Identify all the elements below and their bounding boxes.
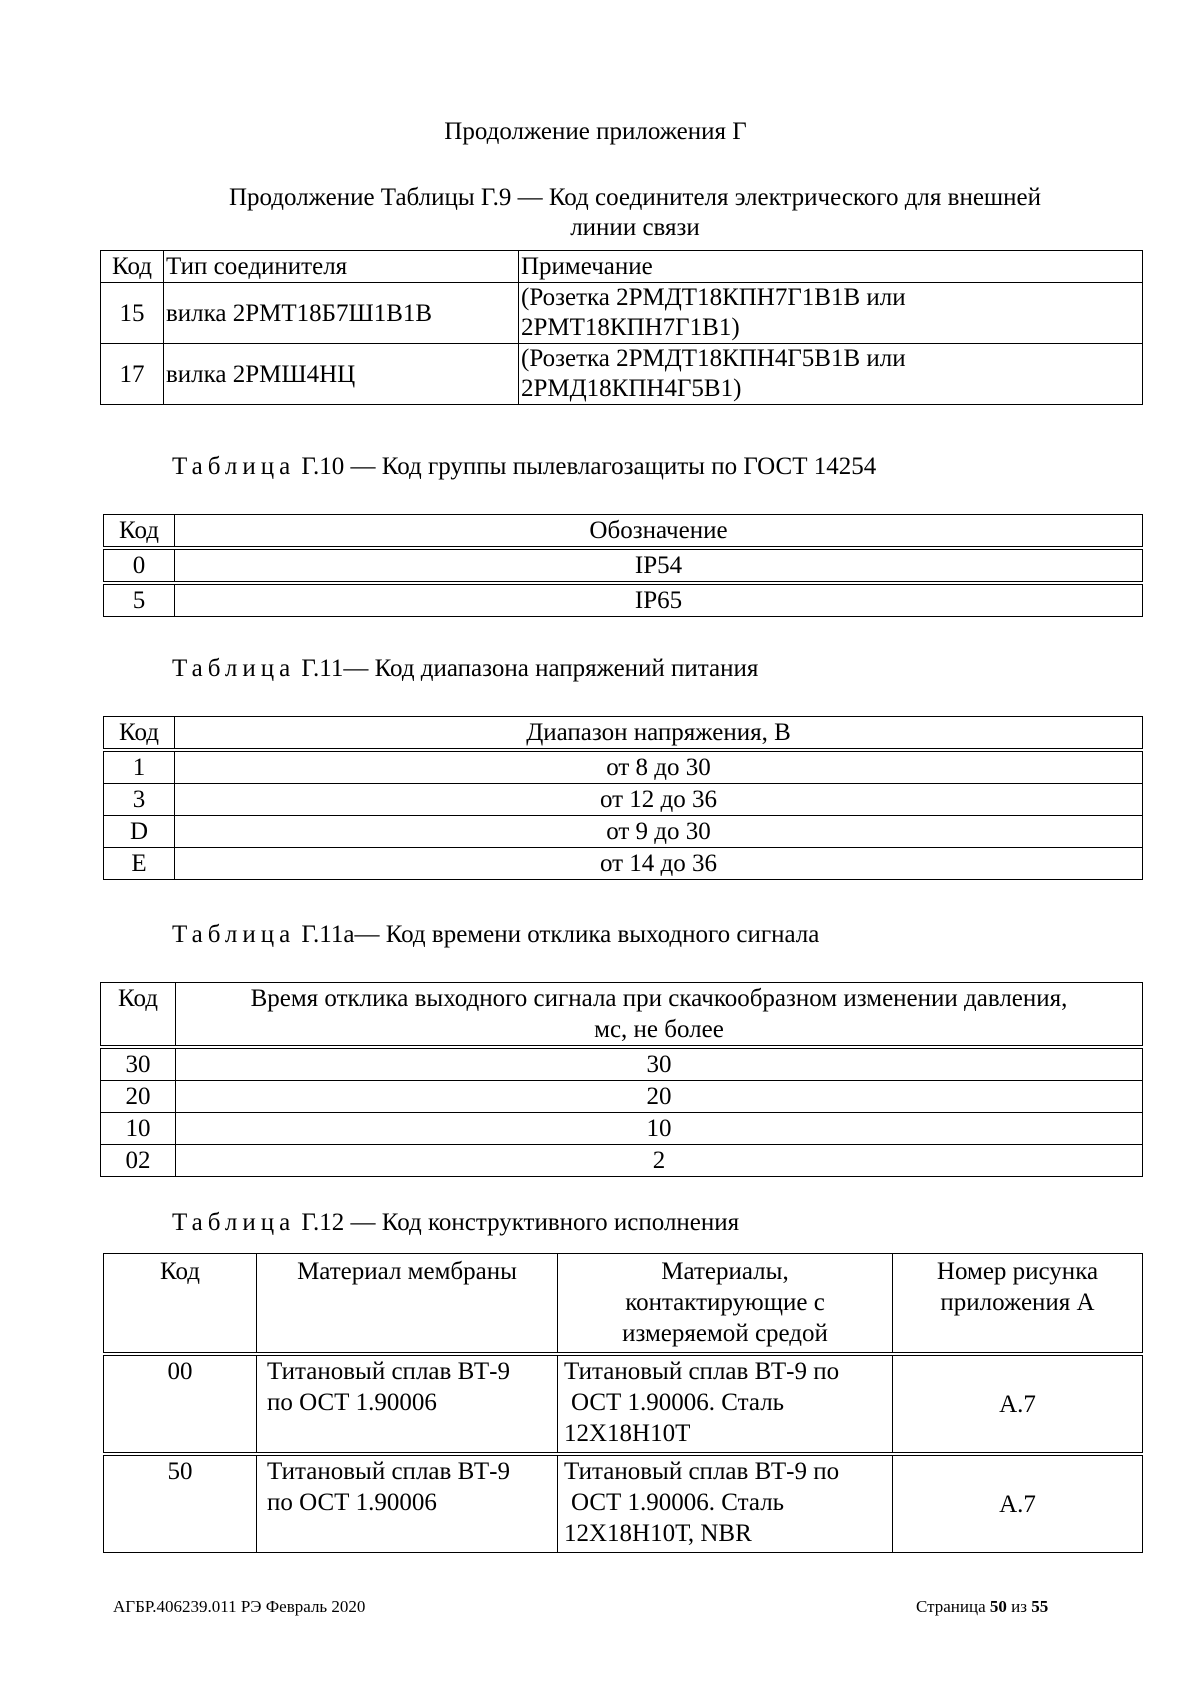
- caption-rest: Г.12 — Код конструктивного исполнения: [301, 1209, 740, 1236]
- row-type: вилка 2РМШ4НЦ: [164, 344, 519, 405]
- header-line: измеряемой средой: [622, 1320, 828, 1347]
- row-code: 50: [104, 1454, 257, 1553]
- table-row: [101, 1081, 1143, 1113]
- header-type: Тип соединителя: [164, 251, 519, 283]
- row-note: [519, 283, 1143, 344]
- table-row: [104, 848, 1143, 880]
- cell-line: Титановый сплав ВТ-9 по: [564, 1358, 840, 1385]
- header-designation: Обозначение: [175, 515, 1143, 549]
- page-of: из: [1011, 1597, 1027, 1616]
- header-materials: [558, 1254, 893, 1355]
- note-line: (Розетка 2РМДТ18КПН4Г5В1В или: [521, 345, 906, 372]
- table-row: [104, 548, 1143, 583]
- row-figure: А.7: [893, 1454, 1143, 1553]
- header-line: приложения А: [940, 1289, 1095, 1316]
- cell-line: 12Х18Н10Т: [564, 1420, 691, 1447]
- row-code: 30: [101, 1047, 176, 1081]
- row-value: от 8 до 30: [175, 750, 1143, 784]
- page-label: Страница: [916, 1597, 986, 1616]
- row-value: IP65: [175, 583, 1143, 617]
- table-row: [101, 1113, 1143, 1145]
- row-value: 30: [176, 1047, 1143, 1081]
- row-code: 10: [101, 1113, 176, 1145]
- header-line: Материалы,: [661, 1258, 789, 1285]
- cell-line: по ОСТ 1.90006: [267, 1389, 437, 1416]
- table9-caption: [120, 182, 1150, 244]
- table-header-row: [104, 717, 1143, 751]
- table10-caption: [172, 451, 876, 483]
- header-line: Время отклика выходного сигнала при скачкообразном изменении давления,: [250, 985, 1068, 1012]
- row-code: 00: [104, 1354, 257, 1454]
- row-value: 10: [176, 1113, 1143, 1145]
- table-row: [101, 283, 1143, 344]
- header-code: Код: [104, 1254, 257, 1355]
- table11a: [100, 982, 1143, 1177]
- cell-line: 12Х18Н10Т, NBR: [564, 1520, 752, 1547]
- row-note: [519, 344, 1143, 405]
- caption-rest: Г.11а— Код времени отклика выходного сигнала: [301, 921, 820, 948]
- table-row: [104, 750, 1143, 784]
- caption-rest: Г.10 — Код группы пылевлагозащиты по ГОСТ 14254: [301, 453, 877, 480]
- row-code: 0: [104, 548, 175, 583]
- table12: [103, 1253, 1143, 1553]
- page-current: 50: [989, 1597, 1007, 1616]
- footer-page-number: [916, 1597, 1048, 1617]
- page-total: 55: [1031, 1597, 1049, 1616]
- table-row: [104, 784, 1143, 816]
- header-line: контактирующие с: [625, 1289, 825, 1316]
- row-materials: [558, 1454, 893, 1553]
- row-type: вилка 2РМТ18Б7Ш1В1В: [164, 283, 519, 344]
- table-row: [101, 1145, 1143, 1177]
- cell-line: ОСТ 1.90006. Сталь: [571, 1489, 785, 1516]
- cell-line: Титановый сплав ВТ-9: [267, 1358, 511, 1385]
- row-code: 17: [101, 344, 164, 405]
- header-membrane: Материал мембраны: [257, 1254, 558, 1355]
- table9: [100, 250, 1143, 405]
- header-response-time: [176, 983, 1143, 1048]
- row-value: IP54: [175, 548, 1143, 583]
- row-value: 20: [176, 1081, 1143, 1113]
- row-code: 02: [101, 1145, 176, 1177]
- table-row: [104, 816, 1143, 848]
- cell-line: ОСТ 1.90006. Сталь: [571, 1389, 785, 1416]
- row-value: 2: [176, 1145, 1143, 1177]
- table-row: [104, 1354, 1143, 1454]
- row-code: D: [104, 816, 175, 848]
- header-note: Примечание: [519, 251, 1143, 283]
- header-code: Код: [101, 983, 176, 1048]
- row-code: 1: [104, 750, 175, 784]
- table-row: [104, 583, 1143, 617]
- header-code: Код: [104, 515, 175, 549]
- row-membrane: [257, 1354, 558, 1454]
- row-membrane: [257, 1454, 558, 1553]
- table9-caption-line2: линии связи: [570, 214, 700, 241]
- table-row: [101, 1047, 1143, 1081]
- row-code: 5: [104, 583, 175, 617]
- row-code: 20: [101, 1081, 176, 1113]
- table12-caption: [172, 1207, 739, 1239]
- table-header-row: [104, 1254, 1143, 1355]
- row-code: 3: [104, 784, 175, 816]
- header-code: Код: [101, 251, 164, 283]
- caption-prefix: Таблица: [172, 655, 296, 682]
- cell-line: Титановый сплав ВТ-9 по: [564, 1458, 840, 1485]
- cell-line: Титановый сплав ВТ-9: [267, 1458, 511, 1485]
- row-code: E: [104, 848, 175, 880]
- table-row: [101, 344, 1143, 405]
- row-materials: [558, 1354, 893, 1454]
- row-value: от 9 до 30: [175, 816, 1143, 848]
- header-line: Номер рисунка: [936, 1258, 1099, 1285]
- caption-prefix: Таблица: [172, 921, 296, 948]
- header-voltage-range: Диапазон напряжения, В: [175, 717, 1143, 751]
- header-code: Код: [104, 717, 175, 751]
- table10: [103, 514, 1143, 617]
- table-header-row: [101, 251, 1143, 283]
- table-row: [104, 1454, 1143, 1553]
- caption-prefix: Таблица: [172, 1209, 296, 1236]
- table11: [103, 716, 1143, 880]
- note-line: 2РМТ18КПН7Г1В1): [521, 314, 740, 341]
- row-code: 15: [101, 283, 164, 344]
- note-line: 2РМД18КПН4Г5В1): [521, 375, 742, 402]
- row-value: от 14 до 36: [175, 848, 1143, 880]
- table11a-caption: [172, 919, 819, 951]
- row-value: от 12 до 36: [175, 784, 1143, 816]
- caption-rest: Г.11— Код диапазона напряжений питания: [301, 655, 759, 682]
- table-header-row: [101, 983, 1143, 1048]
- header-figure: [893, 1254, 1143, 1355]
- continuation-title: Продолжение приложения Г: [444, 118, 747, 145]
- note-line: (Розетка 2РМДТ18КПН7Г1В1В или: [521, 284, 906, 311]
- caption-prefix: Таблица: [172, 453, 296, 480]
- row-figure: А.7: [893, 1354, 1143, 1454]
- cell-line: по ОСТ 1.90006: [267, 1489, 437, 1516]
- header-line: мс, не более: [594, 1016, 724, 1043]
- table11-caption: [172, 653, 758, 685]
- table9-caption-line1: Продолжение Таблицы Г.9 — Код соединителя электрического для внешней: [228, 184, 1042, 211]
- table-header-row: [104, 515, 1143, 549]
- footer-doc-id: АГБР.406239.011 РЭ Февраль 2020: [113, 1597, 366, 1616]
